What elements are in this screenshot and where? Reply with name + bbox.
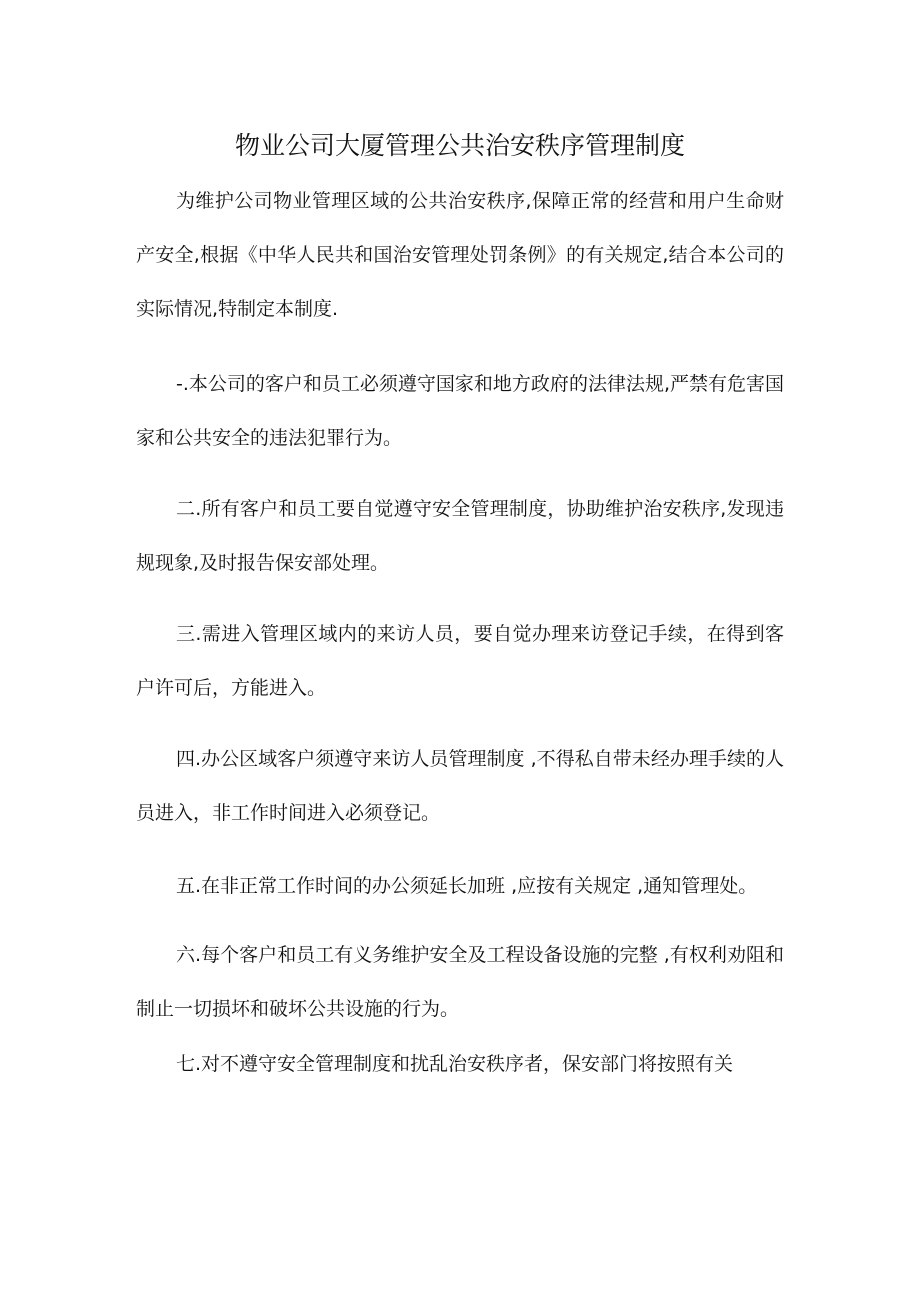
paragraph-rule-5: 五.在非正常工作时间的办公须延长加班 ,应按有关规定 ,通知管理处。 [176,875,758,897]
paragraph-rule-2: 二.所有客户和员工要自觉遵守安全管理制度，协助维护治安秩序,发现违规现象,及时报告保安部处理。 [136,498,784,574]
document-title: 物业公司大厦管理公共治安秩序管理制度 [234,131,685,160]
paragraph-rule-7: 七.对不遵守安全管理制度和扰乱治安秩序者，保安部门将按照有关 [176,1053,734,1075]
paragraph-rule-3: 三.需进入管理区域内的来访人员，要自觉办理来访登记手续，在得到客户许可后，方能进入。 [136,623,784,699]
paragraph-intro: 为维护公司物业管理区域的公共治安秩序,保障正常的经营和用户生命财产安全,根据《中华人民共和国治安管理处罚条例》的有关规定,结合本公司的实际情况,特制定本制度. [136,190,784,320]
paragraph-rule-1: -.本公司的客户和员工必须遵守国家和地方政府的法律法规,严禁有危害国家和公共安全的违法犯罪行为。 [136,373,784,449]
paragraph-rule-4: 四.办公区域客户须遵守来访人员管理制度 ,不得私自带未经办理手续的人员进入，非工作时间进入必须登记。 [136,748,784,824]
paragraph-rule-6: 六.每个客户和员工有义务维护安全及工程设备设施的完整 ,有权利劝阻和制止一切损坏和破坏公共设施的行为。 [136,944,784,1020]
